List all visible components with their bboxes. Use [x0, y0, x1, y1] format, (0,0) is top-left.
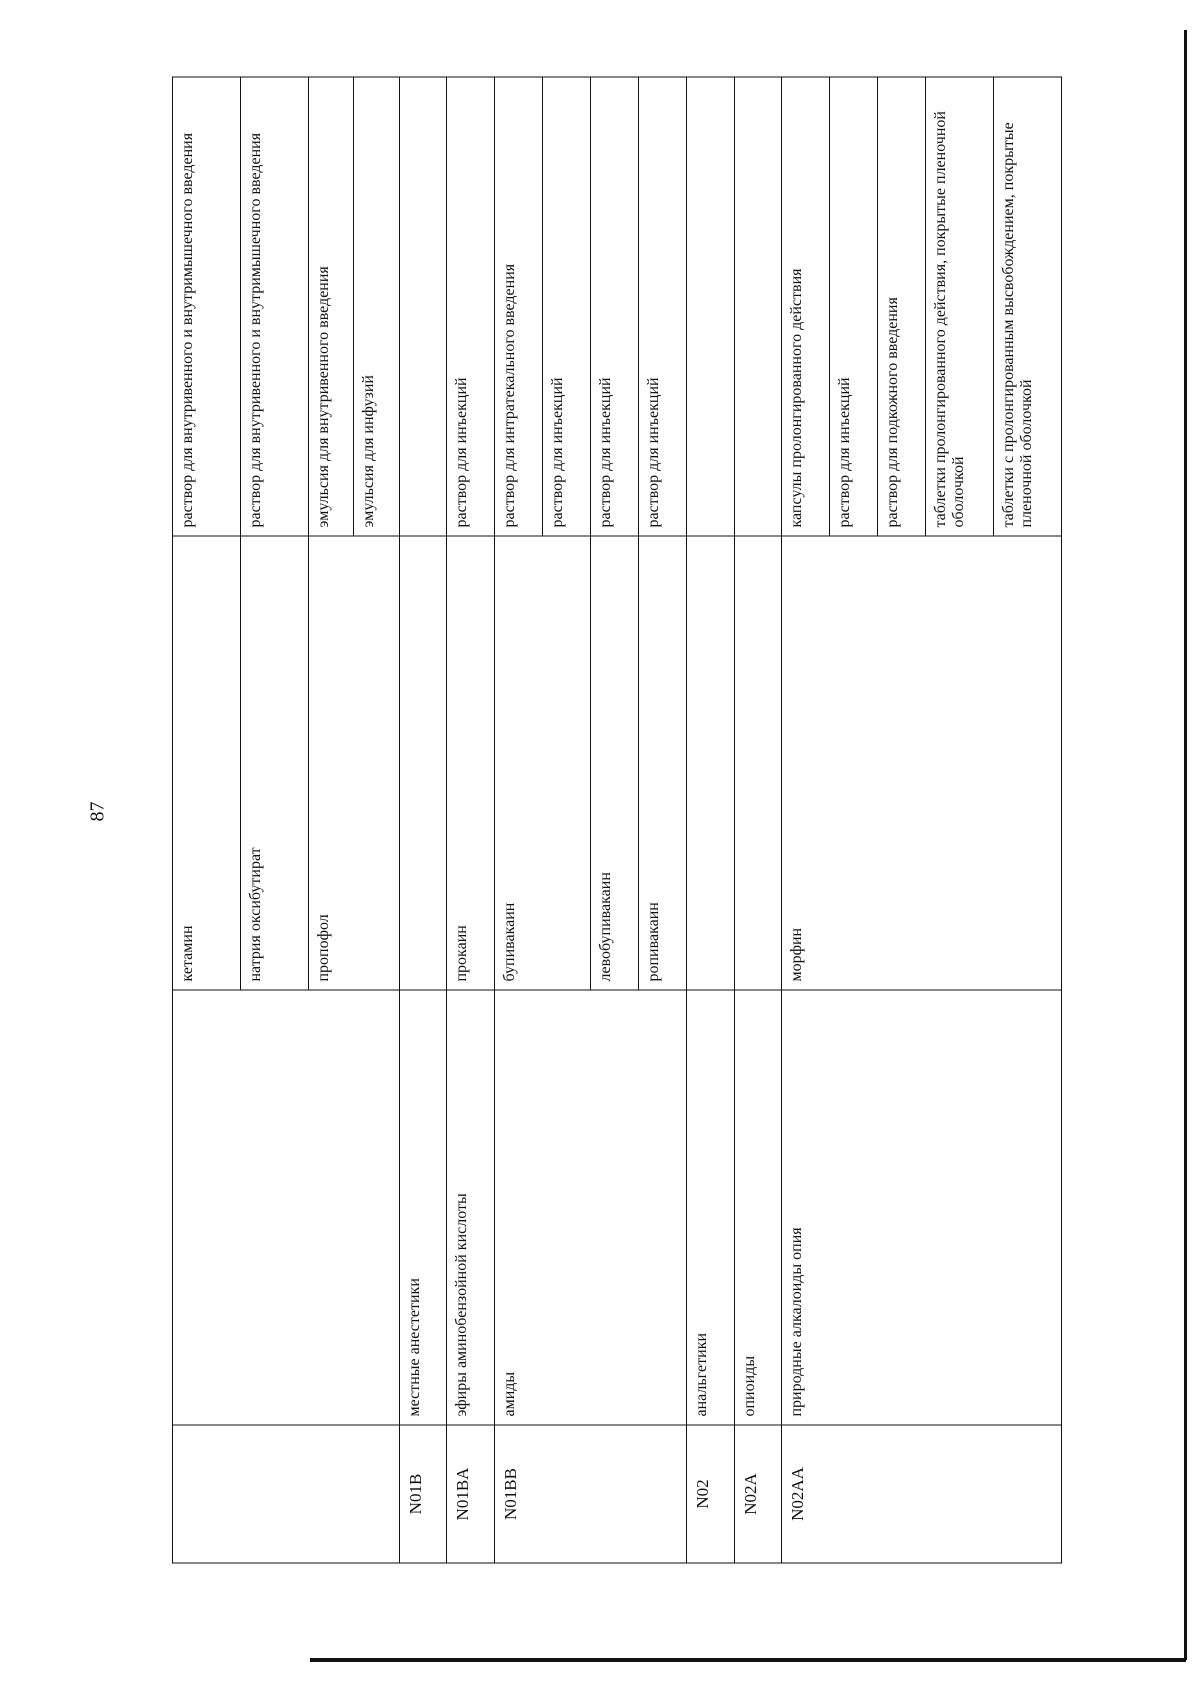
form-cell: раствор для инъекций	[543, 77, 591, 536]
table-row	[173, 77, 241, 1563]
form-cell	[734, 77, 782, 536]
form-cell: раствор для интратекального введения	[495, 77, 543, 536]
table-row	[782, 77, 830, 1563]
drug-cell: левобупивакаин	[591, 536, 639, 990]
atc-code-cell: N02	[686, 1425, 734, 1563]
form-cell: раствор для подкожного введения	[878, 77, 926, 536]
form-cell: раствор для инъекций	[447, 77, 495, 536]
table-row	[447, 77, 495, 1563]
form-cell: раствор для инъекций	[638, 77, 686, 536]
table-row	[686, 77, 734, 1563]
atc-code-cell: N02A	[734, 1425, 782, 1563]
group-cell	[173, 990, 400, 1425]
group-cell: местные анестетики	[399, 990, 447, 1425]
form-cell: эмульсия для внутривенного введения	[308, 77, 353, 536]
form-cell: раствор для инъекций	[830, 77, 878, 536]
drug-cell: натрия оксибутират	[240, 536, 308, 990]
form-cell: раствор для инъекций	[591, 77, 639, 536]
form-cell: таблетки пролонгированного действия, покрытые пленочной оболочкой	[925, 77, 993, 536]
drug-cell: пропофол	[308, 536, 399, 990]
form-cell	[399, 77, 447, 536]
atc-code-cell: N01B	[399, 1425, 447, 1563]
scan-edge-right	[1184, 30, 1187, 1660]
form-cell: таблетки с пролонгированным высвобождением, покрытые пленочной оболочкой	[993, 77, 1061, 536]
atc-code-cell: N02AA	[782, 1425, 1062, 1563]
drug-cell: морфин	[782, 536, 1062, 990]
form-cell: раствор для внутривенного и внутримышечного введения	[240, 77, 308, 536]
table-row	[399, 77, 447, 1563]
group-cell: эфиры аминобензойной кислоты	[447, 990, 495, 1425]
drug-cell	[399, 536, 447, 990]
scan-edge-bottom	[310, 1658, 1186, 1662]
drug-table	[172, 77, 1062, 1564]
form-cell: раствор для внутривенного и внутримышечного введения	[173, 77, 241, 536]
table-row	[495, 77, 543, 1563]
drug-cell: бупивакаин	[495, 536, 591, 990]
drug-cell	[734, 536, 782, 990]
drug-cell: ропивакаин	[638, 536, 686, 990]
drug-cell: кетамин	[173, 536, 241, 990]
form-cell: эмульсия для инфузий	[354, 77, 399, 536]
group-cell: амиды	[495, 990, 686, 1425]
drug-cell	[686, 536, 734, 990]
atc-code-cell: N01BB	[495, 1425, 686, 1563]
page-number: 87	[86, 801, 109, 822]
atc-code-cell	[173, 1425, 400, 1563]
form-cell	[686, 77, 734, 536]
drug-cell: прокаин	[447, 536, 495, 990]
table-container	[172, 77, 1062, 1563]
atc-code-cell: N01BA	[447, 1425, 495, 1563]
table-row	[734, 77, 782, 1563]
group-cell: природные алкалоиды опия	[782, 990, 1062, 1425]
group-cell: опиоиды	[734, 990, 782, 1425]
form-cell: капсулы пролонгированного действия	[782, 77, 830, 536]
group-cell: анальгетики	[686, 990, 734, 1425]
